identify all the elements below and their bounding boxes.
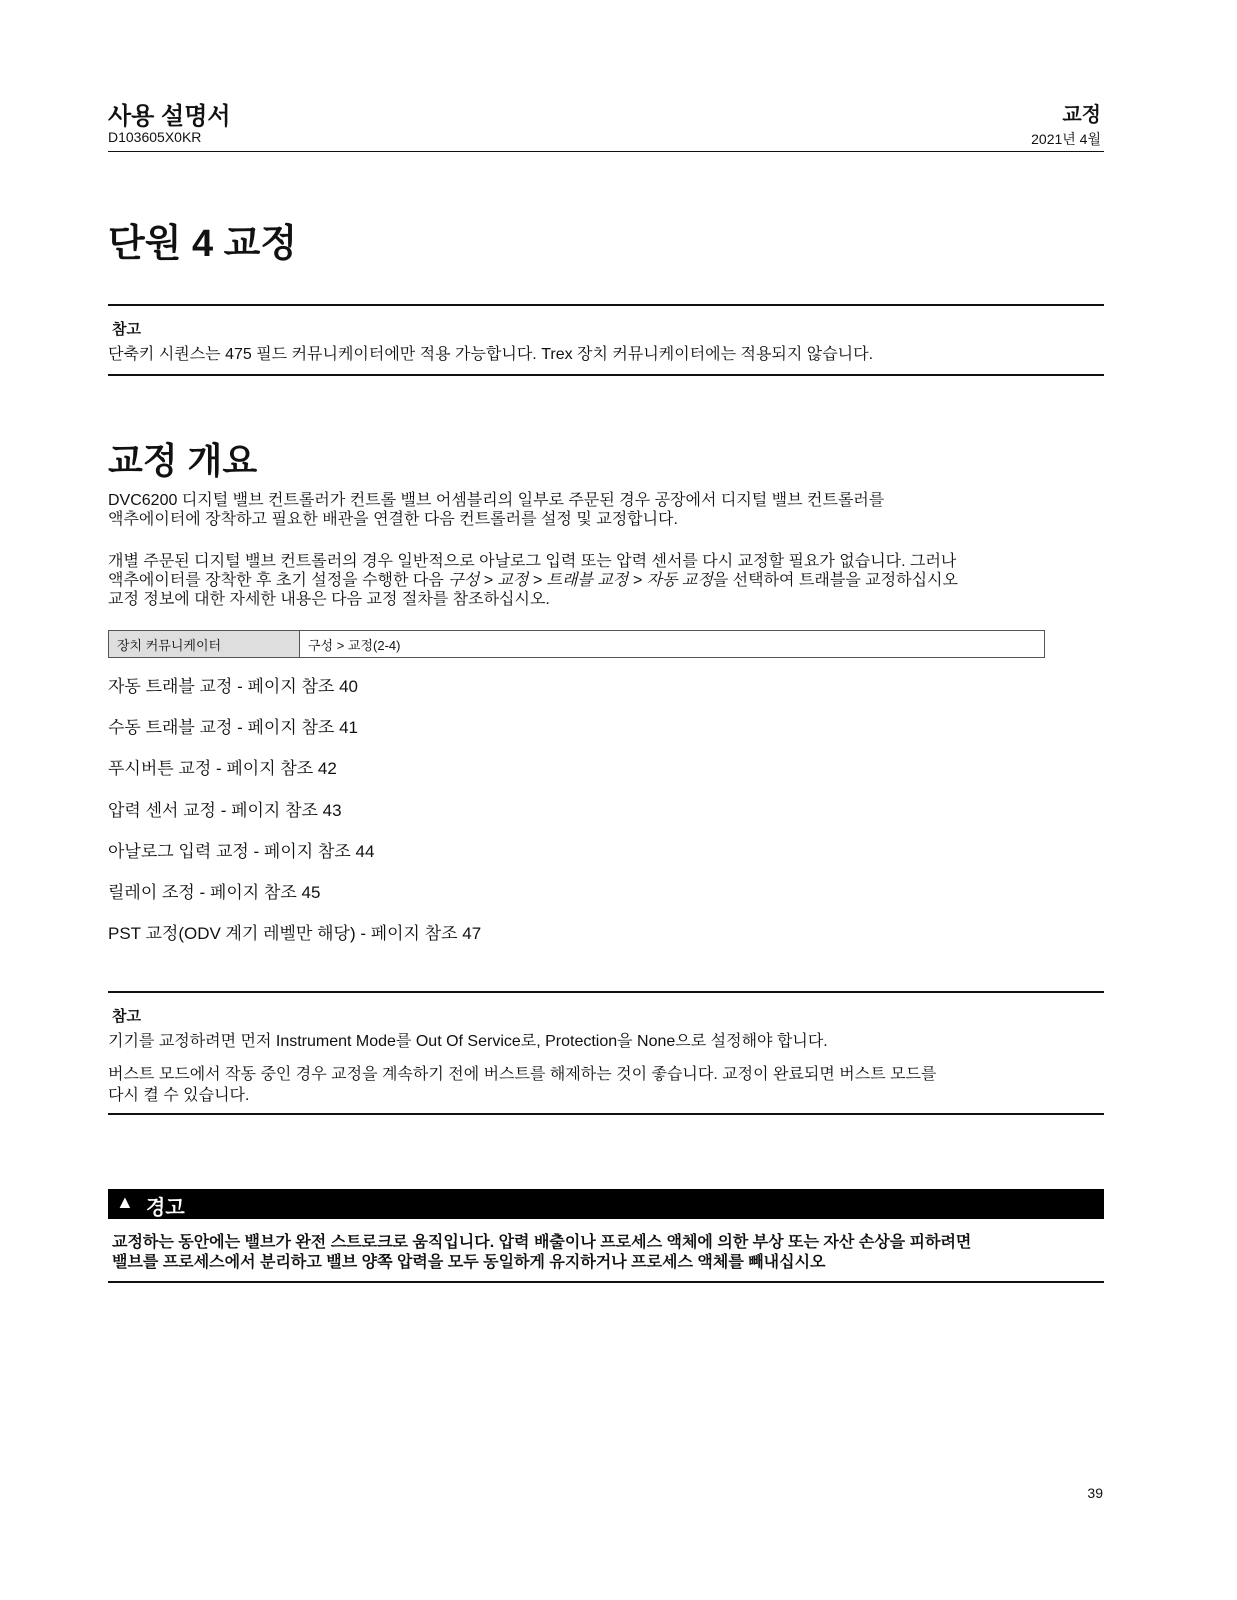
- overview-para1: [108, 491, 884, 529]
- toc-item[interactable]: PST 교정(ODV 계기 레벨만 해당) - 페이지 참조 47: [108, 924, 482, 943]
- header-divider: [108, 151, 1104, 152]
- note2-line2: 버스트 모드에서 작동 중인 경우 교정을 계속하기 전에 버스트를 해제하는 것이 좋습니다. 교정이 완료되면 버스트 모드를: [108, 1066, 937, 1083]
- toc-item[interactable]: 아날로그 입력 교정 - 페이지 참조 44: [108, 842, 375, 861]
- header-section: 교정: [1062, 104, 1101, 126]
- overview-para2: [108, 552, 958, 609]
- overview-para1-line2: 액추에이터에 장착하고 필요한 배관을 연결한 다음 컨트롤러를 설정 및 교정합니다.: [108, 511, 678, 528]
- overview-para2-line2-post: 을 선택하여 트래블을 교정하십시오: [712, 572, 958, 589]
- device-communicator-path: 구성 > 교정(2-4): [300, 631, 1045, 658]
- warning-banner: [108, 1189, 1104, 1219]
- note2-line3: 다시 켤 수 있습니다.: [108, 1087, 250, 1104]
- warning-line2: 밸브를 프로세스에서 분리하고 밸브 양쪽 압력을 모두 동일하게 유지하거나 프로세스 액체를 빼내십시오: [112, 1254, 826, 1271]
- overview-para2-line2-pre: 액추에이터를 장착한 후 초기 설정을 수행한 다음: [108, 572, 449, 589]
- device-communicator-table: [108, 630, 1045, 658]
- overview-title: 교정 개요: [108, 440, 258, 481]
- warning-bottom-rule: [108, 1281, 1104, 1283]
- warning-label: 경고: [146, 1197, 185, 1219]
- note2-label: 참고: [112, 1008, 141, 1025]
- note1-top-rule: [108, 304, 1104, 306]
- overview-para2-line2: [108, 571, 958, 590]
- warning-text: [112, 1233, 1104, 1273]
- warning-line1: 교정하는 동안에는 밸브가 완전 스트로크로 움직입니다. 압력 배출이나 프로세스 액체에 의한 부상 또는 자산 손상을 피하려면: [112, 1234, 972, 1251]
- toc-item[interactable]: 릴레이 조정 - 페이지 참조 45: [108, 883, 321, 902]
- device-communicator-label: 장치 커뮤니케이터: [109, 631, 300, 658]
- note1-text: 단축키 시퀀스는 475 필드 커뮤니케이터에만 적용 가능합니다. Trex 장치 커뮤니케이터에는 적용되지 않습니다.: [108, 346, 874, 363]
- doc-type-title: 사용 설명서: [108, 103, 231, 130]
- page-number: 39: [1087, 1485, 1103, 1501]
- note2-top-rule: [108, 991, 1104, 993]
- doc-number: D103605X0KR: [108, 129, 202, 145]
- menu-path: 구성 > 교정 > 트래블 교정 > 자동 교정: [448, 572, 713, 589]
- overview-para1-line1: DVC6200 디지털 밸브 컨트롤러가 컨트롤 밸브 어셈블리의 일부로 주문된 경우 공장에서 디지털 밸브 컨트롤러를: [108, 492, 885, 509]
- table-row: [109, 631, 1045, 658]
- note1-bottom-rule: [108, 374, 1104, 376]
- note2-line1: 기기를 교정하려면 먼저 Instrument Mode를 Out Of Service로, Protection을 None으로 설정해야 합니다.: [108, 1033, 828, 1050]
- note1-label: 참고: [112, 321, 141, 338]
- toc-item[interactable]: 수동 트래블 교정 - 페이지 참조 41: [108, 718, 358, 737]
- toc-item[interactable]: 압력 센서 교정 - 페이지 참조 43: [108, 801, 342, 820]
- header-date: 2021년 4월: [1031, 131, 1101, 147]
- toc-item[interactable]: 푸시버튼 교정 - 페이지 참조 42: [108, 759, 337, 778]
- warning-triangle-icon: ▲: [116, 1192, 134, 1212]
- chapter-title: 단원 4 교정: [108, 223, 298, 265]
- overview-para2-line3: 교정 정보에 대한 자세한 내용은 다음 교정 절차를 참조하십시오.: [108, 591, 550, 608]
- note2-bottom-rule: [108, 1113, 1104, 1115]
- overview-para2-line1: 개별 주문된 디지털 밸브 컨트롤러의 경우 일반적으로 아날로그 입력 또는 압력 센서를 다시 교정할 필요가 없습니다. 그러나: [108, 553, 957, 570]
- toc-item[interactable]: 자동 트래블 교정 - 페이지 참조 40: [108, 677, 358, 696]
